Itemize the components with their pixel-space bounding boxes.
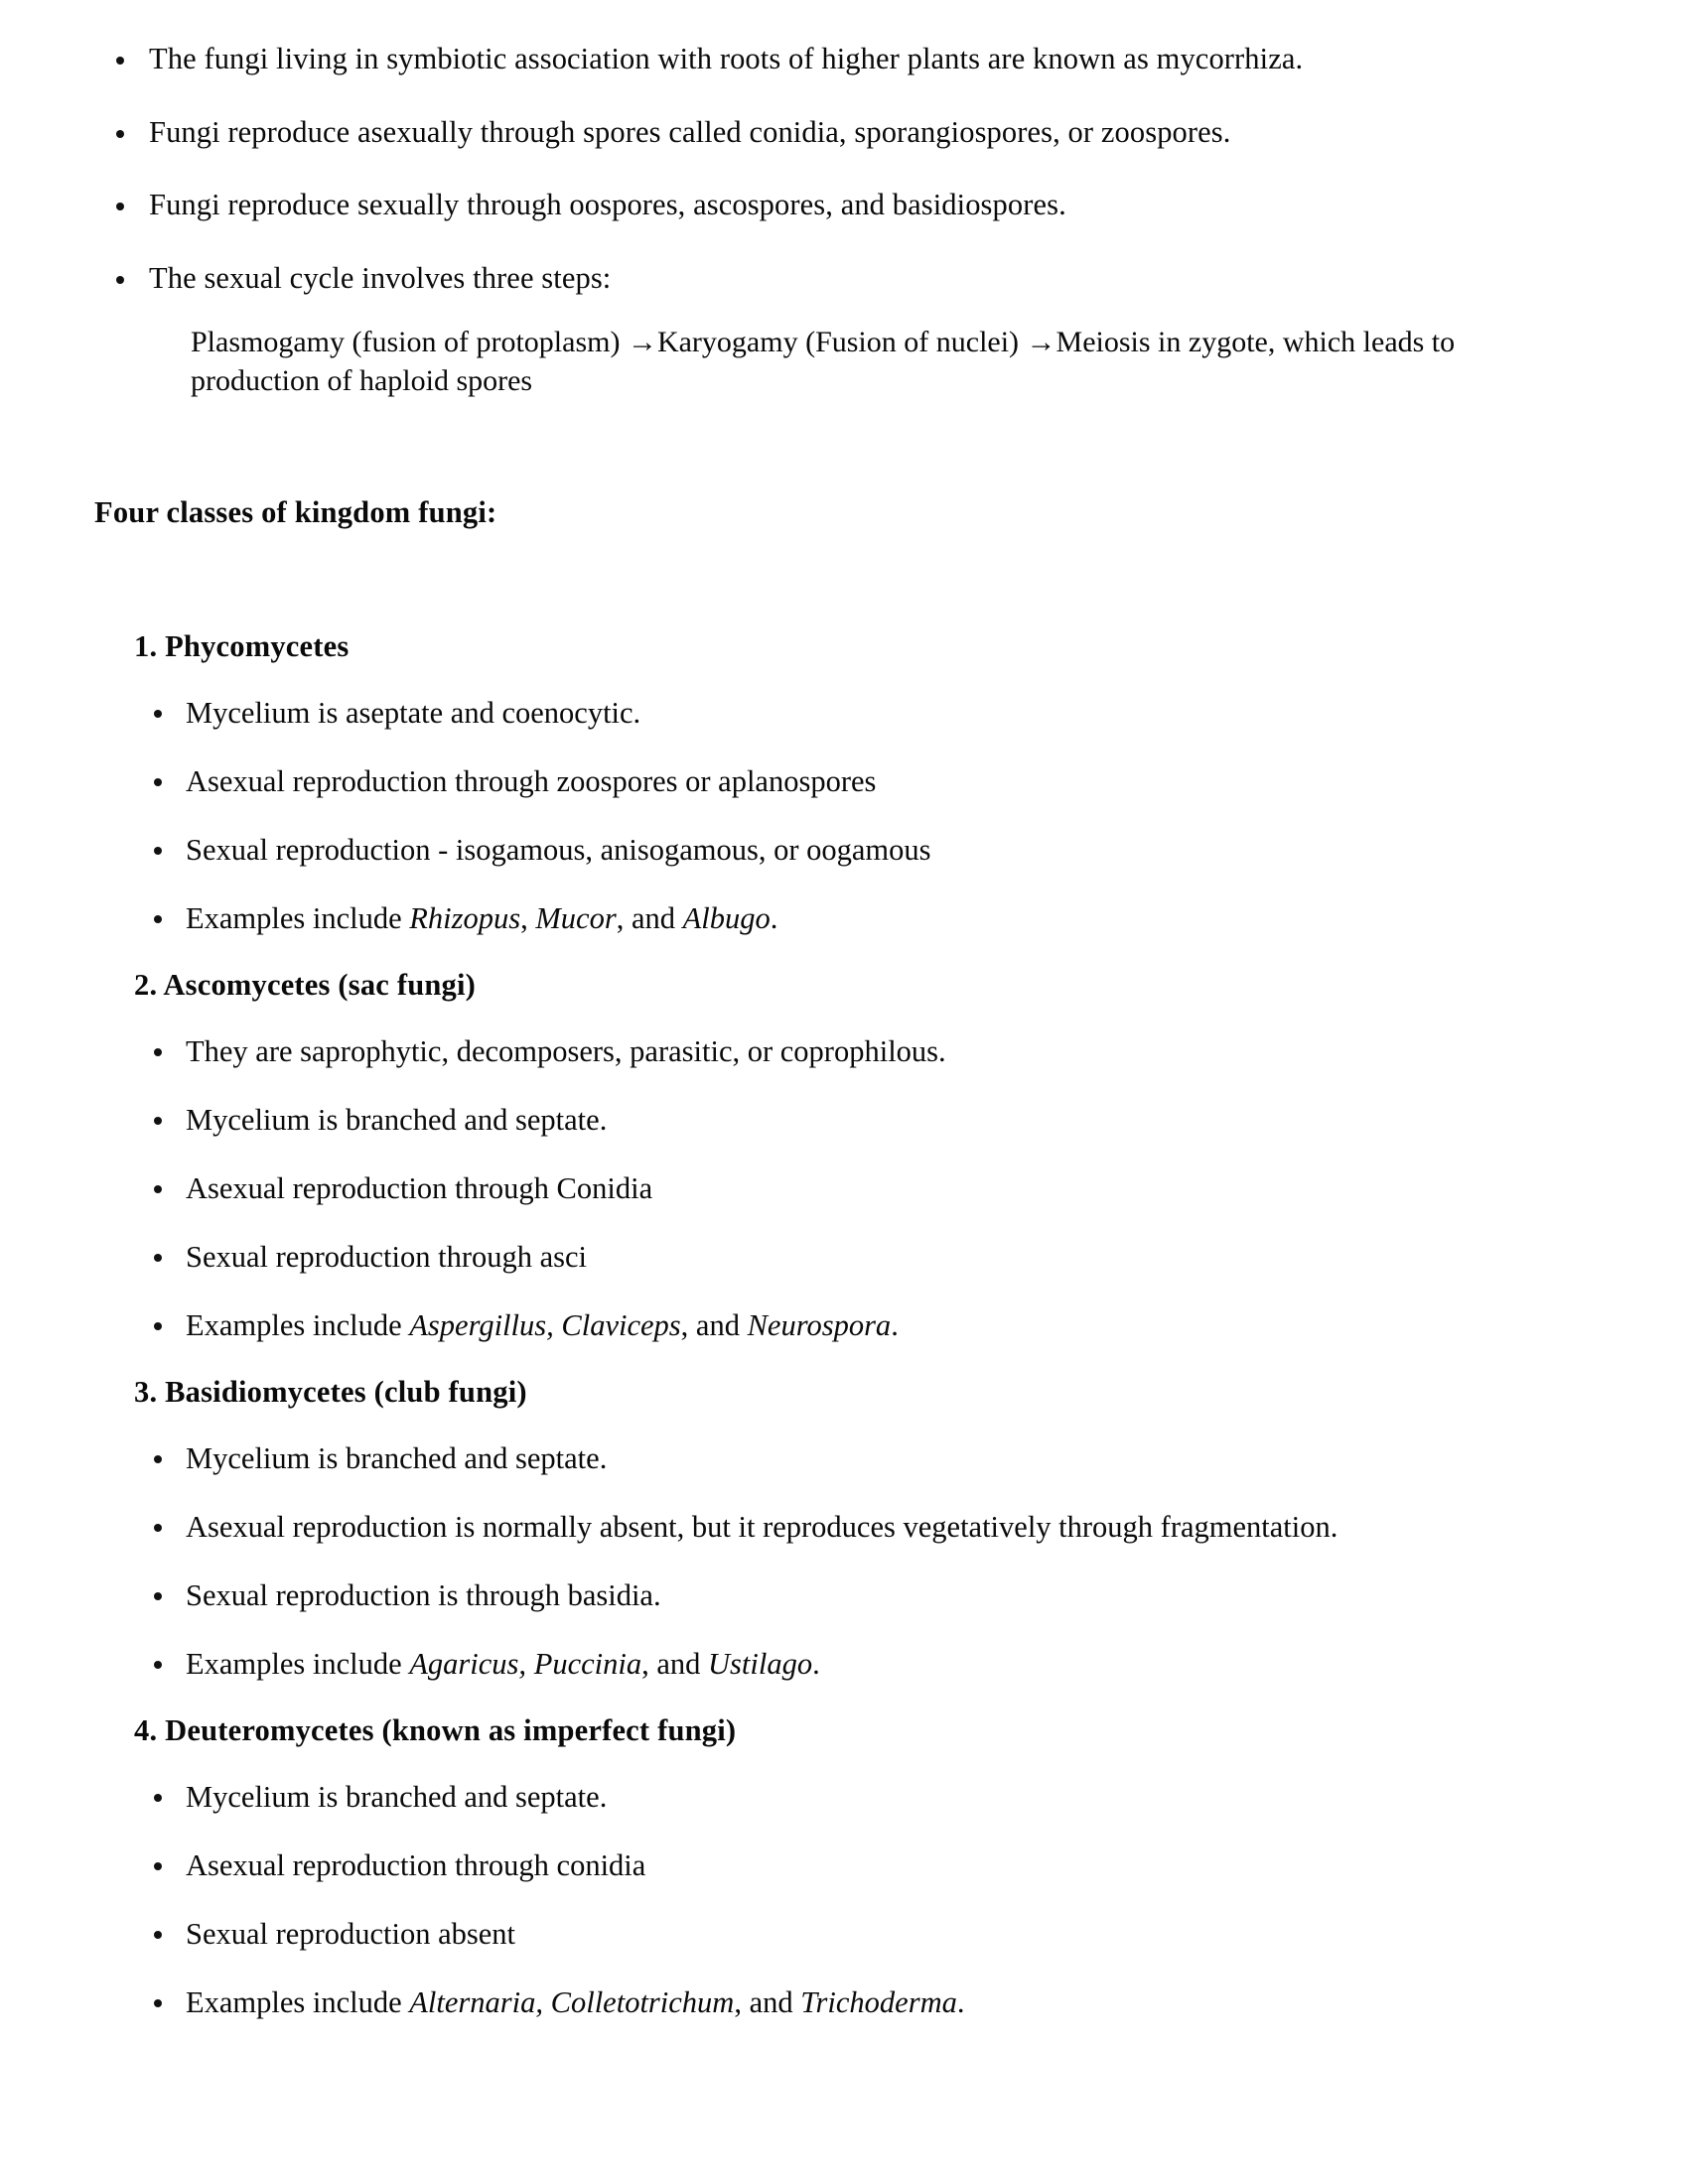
species-name: Colletotrichum <box>550 1985 735 2020</box>
list-item <box>134 1508 1574 1547</box>
species-name: Aspergillus, <box>409 1308 554 1342</box>
list-item-examples <box>134 899 1574 938</box>
class-heading: 2. Ascomycetes (sac fungi) <box>134 967 477 1002</box>
class-bullet-list <box>94 694 1574 938</box>
list-item <box>134 1915 1574 1954</box>
class-block-phycomycetes <box>94 629 1574 938</box>
species-name: Neurospora <box>747 1308 892 1342</box>
list-item <box>134 1238 1574 1277</box>
list-item-examples <box>134 1306 1574 1345</box>
examples-sep <box>543 1985 551 2019</box>
species-name: Mucor <box>535 900 617 935</box>
bullet-text: Asexual reproduction through Conidia <box>186 1170 653 1205</box>
class-block-deuteromycetes <box>94 1713 1574 2022</box>
section-heading: Four classes of kingdom fungi: <box>94 494 497 529</box>
species-name: Puccinia <box>533 1647 642 1682</box>
class-heading: 3. Basidiomycetes (club fungi) <box>134 1375 527 1410</box>
list-item <box>134 1032 1574 1071</box>
bullet-text: Mycelium is branched and septate. <box>186 1780 608 1815</box>
list-item <box>134 1169 1574 1208</box>
intro-bullet-text: The fungi living in symbiotic association with roots of higher plants are known as mycorrhiza. <box>149 42 1304 75</box>
examples-suffix: . <box>956 1985 965 2020</box>
list-item <box>94 40 1574 79</box>
intro-bullet-list <box>94 40 1574 299</box>
examples-prefix: Examples include <box>186 1308 410 1342</box>
list-item <box>134 1576 1574 1615</box>
class-block-basidiomycetes <box>94 1375 1574 1684</box>
bullet-text: Sexual reproduction - isogamous, anisogamous, or oogamous <box>186 832 931 867</box>
list-item-examples <box>134 1645 1574 1684</box>
list-item <box>134 1101 1574 1140</box>
class-heading: 1. Phycomycetes <box>134 628 350 663</box>
list-item <box>134 1778 1574 1817</box>
document-content <box>94 40 1574 2022</box>
examples-suffix: . <box>891 1308 899 1342</box>
class-bullet-list <box>94 1778 1574 2022</box>
examples-sep: , and <box>641 1647 709 1682</box>
intro-bullet-text: Fungi reproduce asexually through spores called conidia, sporangiospores, or zoospores. <box>149 114 1231 149</box>
examples-sep: , and <box>680 1308 748 1342</box>
list-item <box>134 694 1574 733</box>
bullet-text: Sexual reproduction is through basidia. <box>186 1578 661 1613</box>
examples-sep <box>526 1647 534 1681</box>
bullet-text: Sexual reproduction absent <box>186 1917 516 1952</box>
list-item <box>94 186 1574 225</box>
bullet-text: Sexual reproduction through asci <box>186 1239 588 1274</box>
examples-sep: , <box>520 900 536 935</box>
examples-sep: , and <box>734 1985 801 2020</box>
list-item <box>134 1439 1574 1478</box>
bullet-text: They are saprophytic, decomposers, parasitic, or coprophilous. <box>186 1033 946 1068</box>
bullet-text: Mycelium is aseptate and coenocytic. <box>186 695 641 730</box>
bullet-text: Asexual reproduction through conidia <box>186 1848 646 1883</box>
species-name: Trichoderma <box>800 1985 957 2020</box>
list-item <box>94 259 1574 299</box>
examples-suffix: . <box>770 900 778 935</box>
class-bullet-list <box>94 1439 1574 1684</box>
examples-prefix: Examples include <box>186 1647 410 1682</box>
list-item <box>134 831 1574 870</box>
bullet-text: Asexual reproduction through zoospores or aplanospores <box>186 763 877 798</box>
class-heading: 4. Deuteromycetes (known as imperfect fungi) <box>134 1713 737 1748</box>
list-item <box>134 762 1574 801</box>
list-item <box>94 113 1574 153</box>
bullet-text: Mycelium is branched and septate. <box>186 1102 608 1137</box>
species-name: Rhizopus <box>409 900 521 935</box>
class-bullet-list <box>94 1032 1574 1345</box>
species-name: Alternaria, <box>409 1985 544 2020</box>
species-name: Ustilago <box>708 1647 813 1682</box>
species-name: Albugo <box>682 900 771 935</box>
sexual-cycle-paragraph: Plasmogamy (fusion of protoplasm) →Karyogamy (Fusion of nuclei) →Meiosis in zygote, which leads to production of haploid spores <box>191 325 1456 398</box>
intro-bullet-text: The sexual cycle involves three steps: <box>149 260 612 295</box>
examples-suffix: . <box>812 1647 820 1682</box>
sexual-cycle-block <box>94 323 1574 401</box>
class-block-ascomycetes <box>94 968 1574 1345</box>
examples-sep: , and <box>616 900 683 935</box>
list-item <box>134 1846 1574 1885</box>
bullet-text: Asexual reproduction is normally absent, but it reproduces vegetatively through fragmentation. <box>186 1510 1338 1545</box>
species-name: Claviceps <box>561 1308 681 1342</box>
list-item-examples <box>134 1983 1574 2022</box>
intro-bullet-text: Fungi reproduce sexually through oospores, ascospores, and basidiospores. <box>149 188 1066 222</box>
species-name: Agaricus, <box>409 1647 527 1682</box>
bullet-text: Mycelium is branched and septate. <box>186 1441 608 1476</box>
examples-prefix: Examples include <box>186 1985 410 2020</box>
examples-prefix: Examples include <box>186 900 410 935</box>
